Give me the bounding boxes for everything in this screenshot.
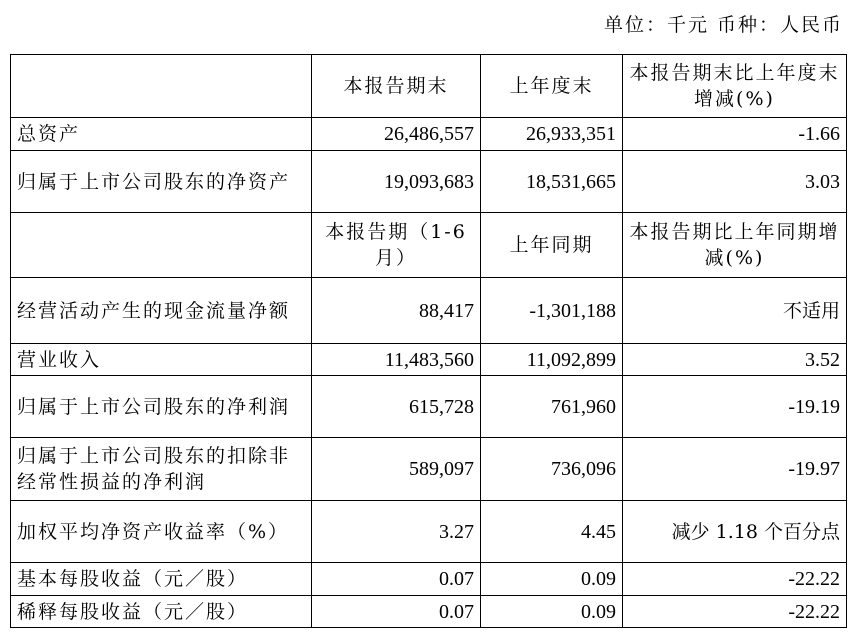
- row-value-prior: 736,096: [481, 438, 623, 501]
- header-blank-cell: [11, 55, 312, 118]
- table-row: [11, 438, 847, 501]
- table-header-row: [11, 55, 847, 118]
- table-row: [11, 501, 847, 563]
- table-row: [11, 596, 847, 628]
- header-same-period-last-year: 上年同期: [481, 213, 623, 278]
- header-prior-year-end: 上年度末: [481, 55, 623, 118]
- row-value-current: 26,486,557: [312, 118, 481, 151]
- table-row: [11, 344, 847, 376]
- header-period-end: 本报告期末: [312, 55, 481, 118]
- row-value-change: -22.22: [623, 596, 847, 628]
- row-value-prior: 0.09: [481, 596, 623, 628]
- row-value-change: -22.22: [623, 563, 847, 596]
- row-value-prior: 761,960: [481, 376, 623, 438]
- row-label: 经营活动产生的现金流量净额: [11, 278, 312, 344]
- row-value-prior: 11,092,899: [481, 344, 623, 376]
- row-value-prior: 18,531,665: [481, 151, 623, 213]
- row-value-current: 589,097: [312, 438, 481, 501]
- row-value-change: -19.97: [623, 438, 847, 501]
- row-value-change: -19.19: [623, 376, 847, 438]
- row-label: 营业收入: [11, 344, 312, 376]
- row-value-prior: 26,933,351: [481, 118, 623, 151]
- header-change-pct: 本报告期比上年同期增减(%): [623, 213, 847, 278]
- row-value-current: 0.07: [312, 563, 481, 596]
- row-value-current: 615,728: [312, 376, 481, 438]
- row-label: 基本每股收益（元／股）: [11, 563, 312, 596]
- row-label: 总资产: [11, 118, 312, 151]
- row-value-change: 不适用: [623, 278, 847, 344]
- row-label: 归属于上市公司股东的净利润: [11, 376, 312, 438]
- table-row: [11, 118, 847, 151]
- financial-data-table: [10, 54, 847, 628]
- unit-currency-line: 单位：千元 币种：人民币: [603, 14, 843, 36]
- header-change-pct: 本报告期末比上年度末增减(%): [623, 55, 847, 118]
- row-label: 归属于上市公司股东的扣除非经常性损益的净利润: [11, 438, 312, 501]
- table-header-row: [11, 213, 847, 278]
- table-row: [11, 278, 847, 344]
- table-row: [11, 376, 847, 438]
- row-label: 稀释每股收益（元／股）: [11, 596, 312, 628]
- row-value-change: 3.52: [623, 344, 847, 376]
- row-value-current: 19,093,683: [312, 151, 481, 213]
- row-value-current: 11,483,560: [312, 344, 481, 376]
- header-reporting-period: 本报告期（1-6月）: [312, 213, 481, 278]
- row-value-change: 3.03: [623, 151, 847, 213]
- row-value-prior: -1,301,188: [481, 278, 623, 344]
- row-value-prior: 0.09: [481, 563, 623, 596]
- row-value-change: 减少 1.18 个百分点: [623, 501, 847, 563]
- table-row: [11, 563, 847, 596]
- row-value-prior: 4.45: [481, 501, 623, 563]
- row-value-current: 0.07: [312, 596, 481, 628]
- table-row: [11, 151, 847, 213]
- row-value-current: 88,417: [312, 278, 481, 344]
- row-label: 加权平均净资产收益率（%）: [11, 501, 312, 563]
- row-value-current: 3.27: [312, 501, 481, 563]
- header-blank-cell: [11, 213, 312, 278]
- row-label: 归属于上市公司股东的净资产: [11, 151, 312, 213]
- row-value-change: -1.66: [623, 118, 847, 151]
